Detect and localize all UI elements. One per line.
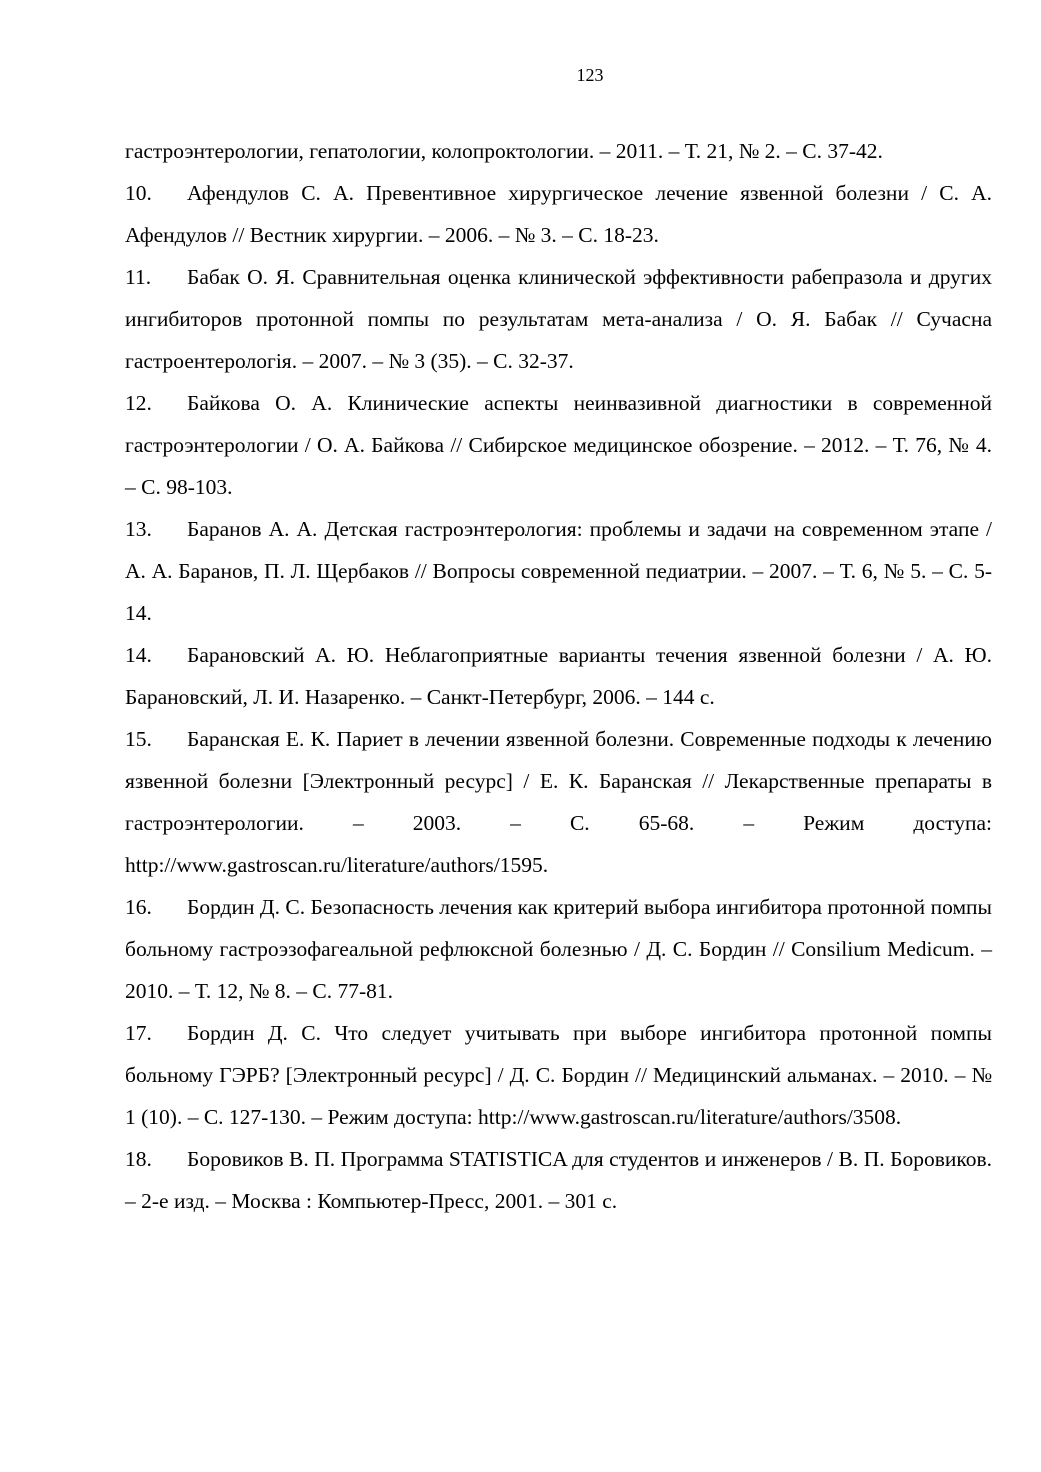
reference-item xyxy=(125,172,992,256)
reference-item xyxy=(125,382,992,508)
reference-item xyxy=(125,1012,992,1138)
reference-number: 16. xyxy=(125,895,152,919)
reference-text: Бордин Д. С. Безопасность лечения как критерий выбора ингибитора протонной помпы больному гастроэзофагеальной рефлюксной болезнью / Д. С. Бордин // Consilium Medicum. – 2010. – Т. 12, № 8. – С. 77-81. xyxy=(125,895,992,1003)
reference-list xyxy=(125,130,992,1222)
reference-text: Баранов А. А. Детская гастроэнтерология: проблемы и задачи на современном этапе / А. А. Баранов, П. Л. Щербаков // Вопросы современной педиатрии. – 2007. – Т. 6, № 5. – С. 5-14. xyxy=(125,517,992,625)
reference-number: 18. xyxy=(125,1147,152,1171)
page-number: 123 xyxy=(576,65,604,85)
reference-number: 10. xyxy=(125,181,152,205)
reference-item xyxy=(125,508,992,634)
reference-text: Боровиков В. П. Программа STATISTICA для студентов и инженеров / В. П. Боровиков. – 2-е изд. – Москва : Компьютер-Пресс, 2001. – 301 с. xyxy=(125,1147,992,1213)
reference-number: 12. xyxy=(125,391,152,415)
reference-text: Байкова О. А. Клинические аспекты неинвазивной диагностики в современной гастроэнтерологии / О. А. Байкова // Сибирское медицинское обозрение. – 2012. – Т. 76, № 4. – С. 98-103. xyxy=(125,391,992,499)
reference-item xyxy=(125,1138,992,1222)
reference-number: 14. xyxy=(125,643,152,667)
reference-number: 15. xyxy=(125,727,152,751)
reference-text: Афендулов С. А. Превентивное хирургическое лечение язвенной болезни / С. А. Афендулов // Вестник хирургии. – 2006. – № 3. – С. 18-23. xyxy=(125,181,992,247)
reference-continuation: гастроэнтерологии, гепатологии, колопроктологии. – 2011. – Т. 21, № 2. – С. 37-42. xyxy=(125,139,883,163)
reference-number: 17. xyxy=(125,1021,152,1045)
reference-number: 13. xyxy=(125,517,152,541)
reference-text: Бабак О. Я. Сравнительная оценка клинической эффективности рабепразола и других ингибиторов протонной помпы по результатам мета-анализа / О. Я. Бабак // Сучасна гастроентерологія. – 2007. – № 3 (35). – С. 32-37. xyxy=(125,265,992,373)
reference-text: Баранская Е. К. Париет в лечении язвенной болезни. Современные подходы к лечению язвенной болезни [Электронный ресурс] / Е. К. Баранская // Лекарственные препараты в гастроэнтерологии. – 2003. – С. 65-68. – Режим доступа: http://www.gastroscan.ru/literature/authors/1595. xyxy=(125,727,992,877)
reference-text: Барановский А. Ю. Неблагоприятные варианты течения язвенной болезни / А. Ю. Барановский, Л. И. Назаренко. – Санкт-Петербург, 2006. – 144 с. xyxy=(125,643,992,709)
reference-item xyxy=(125,634,992,718)
reference-item xyxy=(125,256,992,382)
reference-item xyxy=(125,886,992,1012)
reference-text: Бордин Д. С. Что следует учитывать при выборе ингибитора протонной помпы больному ГЭРБ? [Электронный ресурс] / Д. С. Бордин // Медицинский альманах. – 2010. – № 1 (10). – С. 127-130. – Режим доступа: http://www.gastroscan.ru/literature/authors/3508. xyxy=(125,1021,992,1129)
reference-item xyxy=(125,718,992,886)
reference-number: 11. xyxy=(125,265,152,289)
